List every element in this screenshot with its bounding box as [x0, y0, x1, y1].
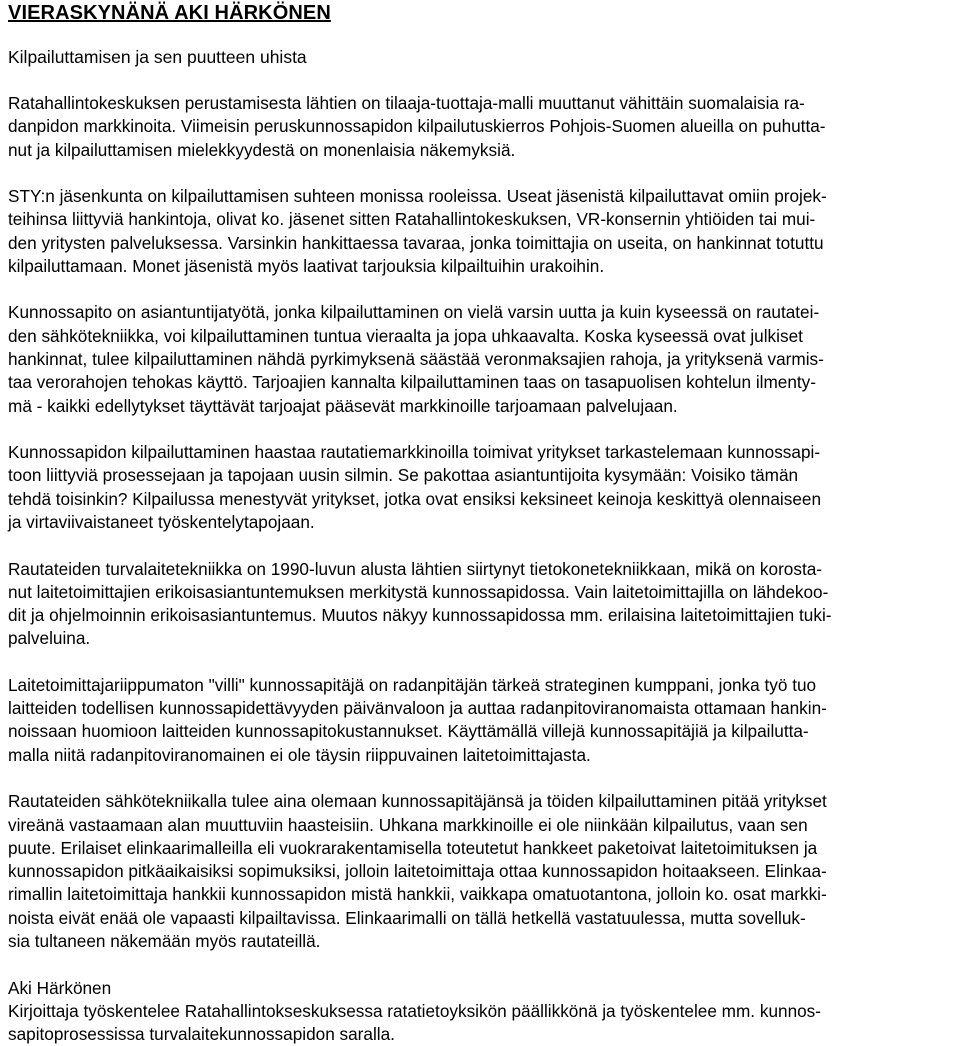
- text-line: den yritysten palveluksessa. Varsinkin hankittaessa tavaraa, jonka toimittajia on useita, on hankinnat totuttu: [8, 232, 824, 253]
- text-line: tehdä toisinkin? Kilpailussa menestyvät yritykset, jotka ovat ensiksi keksineet keinoja keskittyä olennaiseen: [8, 488, 822, 509]
- text-line: laitteiden todellisen kunnossapidettävyyden päivänvaloon ja auttaa radanpitoviranomaista ottamaan hankin-: [8, 698, 827, 719]
- text-line: kunnossapidon pitkäaikaisiksi sopimuksiksi, jolloin laitetoimittaja ottaa kunnossapidon hoitaakseen. Elinkaa-: [8, 861, 827, 882]
- text-line: Rautateiden turvalaitetekniikka on 1990-luvun alusta lähtien siirtynyt tietokonetekniikkaan, mikä on korosta-: [8, 558, 822, 579]
- text-line: sia tultaneen näkemään myös rautateillä.: [8, 931, 321, 952]
- text-line: noista eivät enää ole vapaasti kilpailtavissa. Elinkaarimalli on tällä hetkellä vastatuulessa, mutta sovelluk-: [8, 907, 806, 928]
- paragraph: [8, 185, 952, 278]
- text-line: malla niitä radanpitoviranomainen ei ole täysin riippuvainen laitetoimittajasta.: [8, 744, 591, 765]
- text-line: STY:n jäsenkunta on kilpailuttamisen suhteen monissa rooleissa. Useat jäsenistä kilpailuttavat omiin projek-: [8, 186, 827, 207]
- text-line: rimallin laitetoimittaja hankkii kunnossapidon mistä hankkii, vaikkapa omatuotantona, jolloin ko. osat markki-: [8, 884, 827, 905]
- text-line: toon liittyviä prosessejaan ja tapojaan uusin silmin. Se pakottaa asiantuntijoita kysymään: Voisiko tämän: [8, 465, 799, 486]
- text-line: Kunnossapidon kilpailuttaminen haastaa rautatiemarkkinoilla toimivat yritykset tarkastelemaan kunnossapi-: [8, 442, 821, 463]
- text-line: vireänä vastaamaan alan muuttuviin haasteisiin. Uhkana markkinoille ei ole niinkään kilpailutus, vaan sen: [8, 814, 808, 835]
- paragraph: [8, 790, 952, 953]
- text-line: nut ja kilpailuttamisen mielekkyydestä on monenlaisia näkemyksiä.: [8, 139, 516, 160]
- text-line: mä - kaikki edellytykset täyttävät tarjoajat pääsevät markkinoille tarjoamaan palvelujaan.: [8, 395, 678, 416]
- author-name: Aki Härkönen: [8, 977, 112, 998]
- paragraph: [8, 301, 952, 417]
- text-line: noissaan huomioon laitteiden kunnossapitokustannukset. Käyttämällä villejä kunnossapitäjiä ja kilpailutta-: [8, 721, 809, 742]
- article-body: [8, 92, 952, 1046]
- text-line: Rautateiden sähkötekniikalla tulee aina olemaan kunnossapitäjänsä ja töiden kilpailuttaminen pitää yritykset: [8, 791, 827, 812]
- paragraph: [8, 441, 952, 534]
- author-bio-line: Kirjoittaja työskentelee Ratahallintokseskuksessa ratatietoyksikön päällikkönä ja työskentelee mm. kunnos-: [8, 1000, 821, 1021]
- text-line: dit ja ohjelmoinnin erikoisasiantuntemus. Muutos näkyy kunnossapidossa mm. erilaisina laitetoimittajien tuki-: [8, 605, 832, 626]
- text-line: puute. Erilaiset elinkaarimalleilla eli vuokrarakentamisella toteutetut hankkeet paketoivat laitetoimituksen ja: [8, 837, 818, 858]
- paragraph: [8, 558, 952, 651]
- text-line: Ratahallintokeskuksen perustamisesta lähtien on tilaaja-tuottaja-malli muuttanut vähittäin suomalaisia ra-: [8, 93, 805, 113]
- text-line: Kunnossapito on asiantuntijatyötä, jonka kilpailuttaminen on vielä varsin uutta ja kuin kyseessä on rautatei-: [8, 302, 820, 323]
- paragraph: [8, 92, 952, 162]
- text-line: nut laitetoimittajien erikoisasiantuntemuksen merkitystä kunnossapidossa. Vain laitetoimittajilla on lähdekoo-: [8, 581, 829, 602]
- text-line: palveluina.: [8, 628, 91, 649]
- text-line: kilpailuttamaan. Monet jäsenistä myös laativat tarjouksia kilpailtuihin urakoihin.: [8, 255, 605, 276]
- article-subheading: Kilpailuttamisen ja sen puutteen uhista: [8, 47, 307, 67]
- author-bio-line: sapitoprosessissa turvalaitekunnossapidon saralla.: [8, 1024, 395, 1045]
- article-heading: VIERASKYNÄNÄ AKI HÄRKÖNEN: [8, 2, 331, 24]
- author-signature: [8, 977, 952, 1046]
- text-line: taa verorahojen tehokas käyttö. Tarjoajien kannalta kilpailuttaminen taas on tasapuolisen kohtelun ilmenty-: [8, 372, 816, 393]
- text-line: teihinsa liittyviä hankintoja, olivat ko. jäsenet sitten Ratahallintokeskuksen, VR-konsernin yhtiöiden tai mui-: [8, 209, 816, 230]
- text-line: den sähkötekniikka, voi kilpailuttaminen tuntua vieraalta ja jopa uhkaavalta. Koska kyseessä ovat julkiset: [8, 325, 803, 346]
- paragraph: [8, 674, 952, 767]
- text-line: ja virtaviivaistaneet työskentelytapojaan.: [8, 512, 315, 533]
- text-line: danpidon markkinoita. Viimeisin peruskunnossapidon kilpailutuskierros Pohjois-Suomen alueilla on puhutta-: [8, 116, 826, 137]
- text-line: hankinnat, tulee kilpailuttaminen nähdä pyrkimyksenä säästää veronmaksajien rahoja, ja yrityksenä varmis-: [8, 349, 824, 370]
- text-line: Laitetoimittajariippumaton "villi" kunnossapitäjä on radanpitäjän tärkeä strateginen kumppani, jonka työ tuo: [8, 674, 817, 695]
